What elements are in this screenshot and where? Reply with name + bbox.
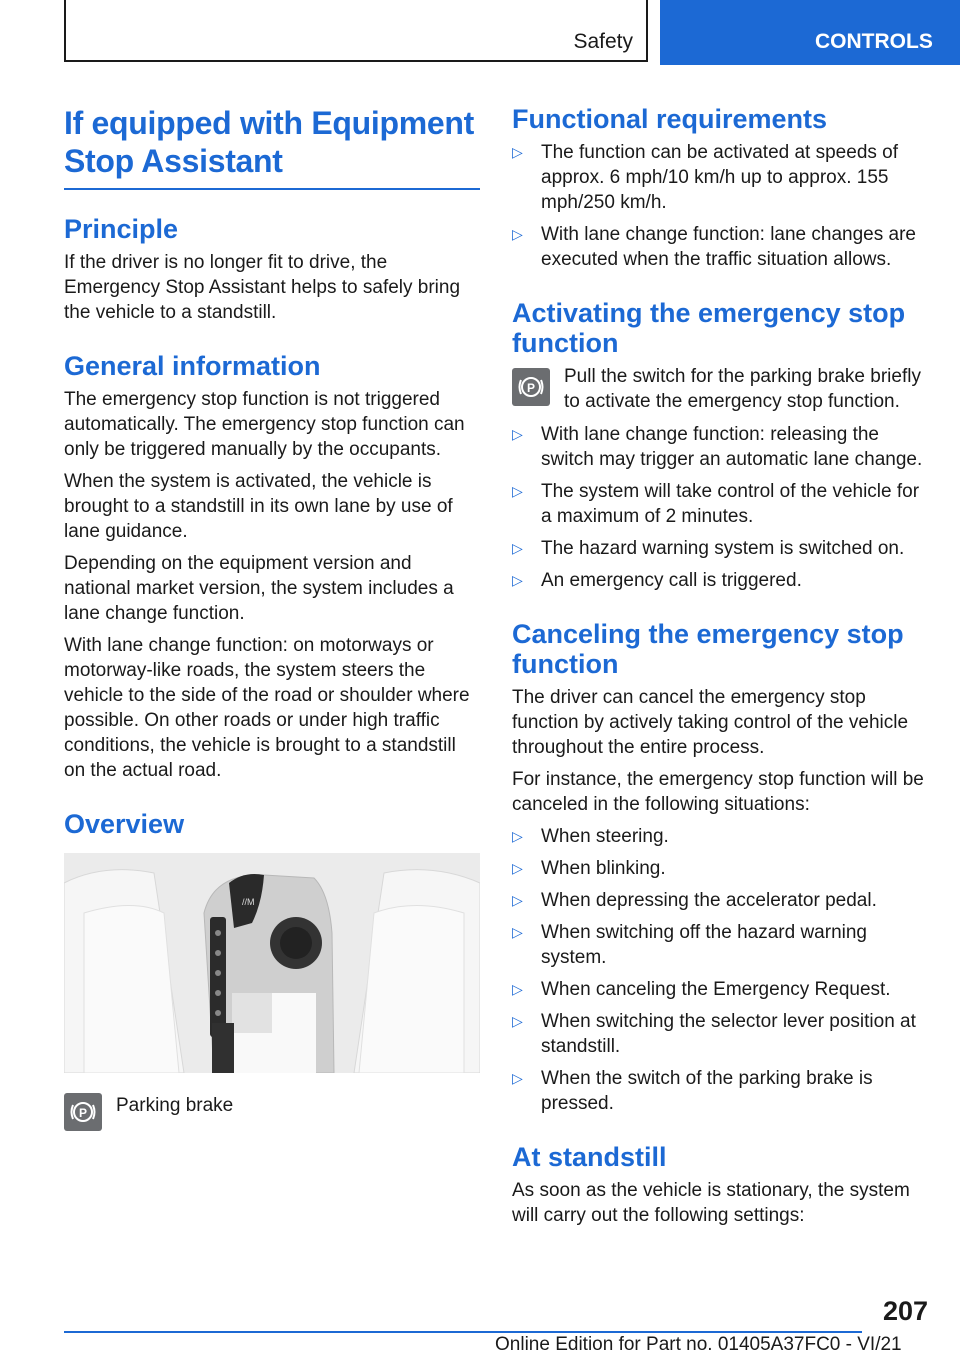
canceling-list [512,824,928,1116]
svg-text:P: P [527,381,536,395]
title-divider [64,188,480,190]
triangle-right-outline-icon: ▷ [512,483,523,499]
principle-heading: Principle [64,214,179,244]
list-item: ▷ When canceling the Emergency Request. [512,979,891,1000]
triangle-right-outline-icon: ▷ [512,226,523,242]
general-paragraph: With lane change function: on motorways or motorway-like roads, the system steers the vehicle to the side of the road or shoulder where possible. On other roads or under high traffic conditions, the vehicle is brought to a standstill on the actual road. [64,635,470,781]
triangle-right-outline-icon: ▷ [512,144,523,160]
legend-row [64,1093,480,1131]
triangle-right-outline-icon: ▷ [512,572,523,588]
triangle-right-outline-icon: ▷ [512,828,523,844]
svg-text://M: //M [242,897,255,907]
parking-brake-icon [64,1093,102,1131]
standstill-text: As soon as the vehicle is stationary, the system will carry out the following settings: [512,1180,910,1226]
center-console-photo [64,853,480,1073]
list-item: ▷ When the switch of the parking brake is pressed. [512,1068,873,1114]
list-item: ▷ The function can be activated at speeds of approx. 6 mph/10 km/h up to approx. 155 mph/250 km/h. [512,142,899,213]
header-section-tab [64,0,648,62]
left-column [64,104,480,1139]
list-item: ▷ An emergency call is triggered. [512,570,802,591]
parking-brake-icon [512,368,550,406]
header-chapter-tab [660,0,960,65]
standstill-heading: At standstill [512,1142,667,1172]
principle-text: If the driver is no longer fit to drive, the Emergency Stop Assistant helps to safely bring the vehicle to a standstill. [64,252,461,323]
general-heading: General information [64,351,321,381]
header-section-label: Safety [573,30,633,53]
canceling-heading: Canceling the emergency stop function [512,619,904,679]
triangle-right-outline-icon: ▷ [512,981,523,997]
legend-label: Parking brake [116,1095,234,1116]
triangle-right-outline-icon: ▷ [512,860,523,876]
header-chapter-label: CONTROLS [815,30,933,53]
list-item: ▷ When depressing the accelerator pedal. [512,890,877,911]
triangle-right-outline-icon: ▷ [512,892,523,908]
canceling-paragraph: The driver can cancel the emergency stop function by actively taking control of the vehicle throughout the entire process. [512,687,909,758]
list-item: ▷ The system will take control of the vehicle for a maximum of 2 minutes. [512,481,920,527]
general-paragraph: When the system is activated, the vehicle is brought to a standstill in its own lane by use of lane guidance. [64,471,453,542]
page-title: If equipped with Equipment Stop Assistant [64,105,474,179]
list-item: ▷ With lane change function: releasing the switch may trigger an automatic lane change. [512,424,923,470]
triangle-right-outline-icon: ▷ [512,1070,523,1086]
general-paragraph: The emergency stop function is not triggered automatically. The emergency stop function can only be triggered manually by the occupants. [64,389,465,460]
activating-list [512,422,928,593]
footer-divider [64,1331,862,1333]
activating-icon-text: Pull the switch for the parking brake briefly to activate the emergency stop function. [564,366,921,412]
right-column [512,104,928,1235]
functional-heading: Functional requirements [512,104,828,134]
list-item: ▷ The hazard warning system is switched on. [512,538,905,559]
svg-text:P: P [79,1106,88,1120]
list-item: ▷ When switching off the hazard warning system. [512,922,867,968]
triangle-right-outline-icon: ▷ [512,426,523,442]
overview-heading: Overview [64,809,185,839]
canceling-paragraph: For instance, the emergency stop function will be canceled in the following situations: [512,769,924,815]
triangle-right-outline-icon: ▷ [512,1013,523,1029]
activating-icon-row [512,364,928,414]
list-item: ▷ When steering. [512,826,669,847]
general-paragraph: Depending on the equipment version and national market version, the system includes a lane change function. [64,553,454,624]
triangle-right-outline-icon: ▷ [512,540,523,556]
functional-list [512,140,928,272]
list-item: ▷ When blinking. [512,858,666,879]
triangle-right-outline-icon: ▷ [512,924,523,940]
list-item: ▷ When switching the selector lever position at standstill. [512,1011,916,1057]
page-number: 207 [882,1296,928,1326]
footer-edition: Online Edition for Part no. 01405A37FC0 - VI/21 [495,1334,902,1355]
activating-heading: Activating the emergency stop function [512,298,906,358]
list-item: ▷ With lane change function: lane changes are executed when the traffic situation allows. [512,224,916,270]
